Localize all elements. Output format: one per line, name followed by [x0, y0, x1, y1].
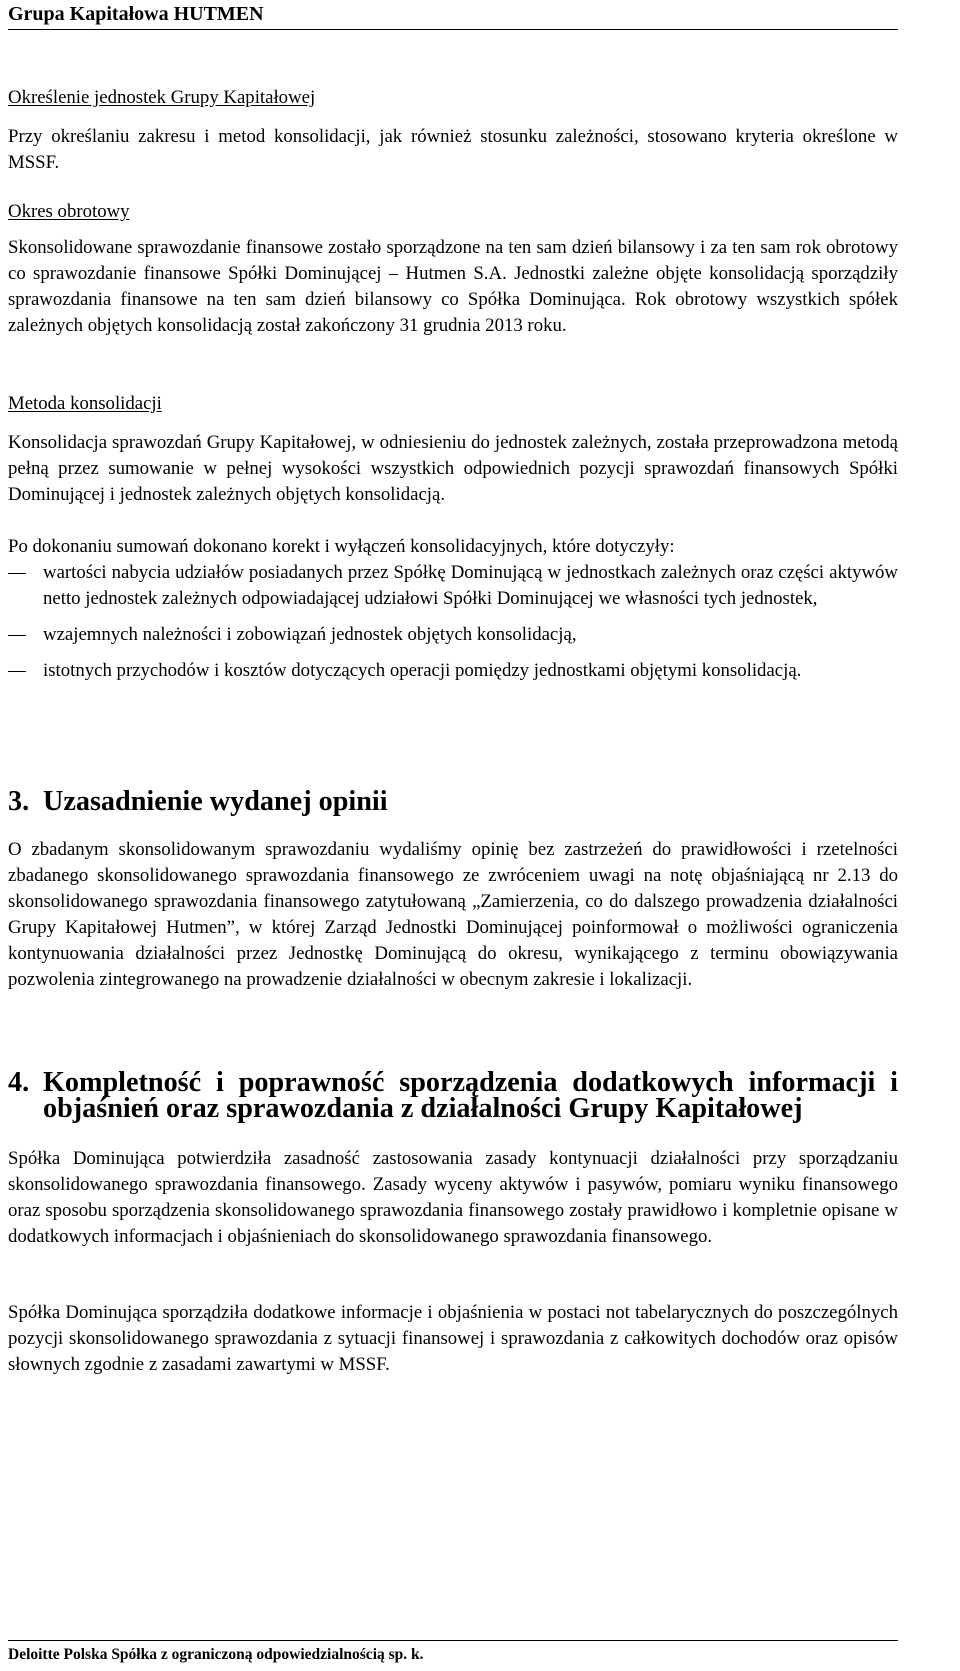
document-footer: Deloitte Polska Spółka z ograniczoną odpowiedzialnością sp. k. [8, 1646, 424, 1663]
list-item-text: istotnych przychodów i kosztów dotyczących operacji pomiędzy jednostkami objętymi konsolidacją. [43, 660, 802, 681]
section-title: Uzasadnienie wydanej opinii [43, 786, 388, 817]
list-item-text: wartości nabycia udziałów posiadanych przez Spółkę Dominującą w jednostkach zależnych oraz części aktywów netto jednostek zależnych odpowiadającej udziałowi Spółki Dominującej we własności tych jednostek, [43, 562, 898, 609]
dash-bullet-icon [8, 573, 26, 574]
section-heading-completeness [8, 1067, 898, 1124]
section-heading-period: Okres obrotowy [8, 201, 130, 222]
list-item [8, 560, 898, 612]
section-number: 3. [8, 786, 30, 817]
list-item [8, 622, 898, 648]
paragraph-method-2: Po dokonaniu sumowań dokonano korekt i wyłączeń konsolidacyjnych, które dotyczyły: [8, 536, 675, 557]
paragraph-period: Skonsolidowane sprawozdanie finansowe zostało sporządzone na ten sam dzień bilansowy i za ten sam rok obrotowy co sprawozdanie finansowe Spółki Dominującej – Hutmen S.A. Jednostki zależne objęte konsolidacją sporządziły sprawozdania finansowe na ten sam dzień bilansowy co Spółka Dominująca. Rok obrotowy wszystkich spółek zależnych objętych konsolidacją został zakończony 31 grudnia 2013 roku. [8, 237, 898, 336]
section-heading-opinion [8, 786, 898, 817]
list-item [8, 658, 898, 684]
document-header-title: Grupa Kapitałowa HUTMEN [8, 3, 264, 25]
paragraph-opinion: O zbadanym skonsolidowanym sprawozdaniu wydaliśmy opinię bez zastrzeżeń do prawidłowości i rzetelności zbadanego skonsolidowanego sprawozdania finansowego ze zwróceniem uwagi na notę objaśniającą nr 2.13 do skonsolidowanego sprawozdania finansowego zatytułowaną „Zamierzenia, co do dalszego prowadzenia działalności Grupy Kapitałowej Hutmen”, w której Zarząd Jednostki Dominującej poinformował o możliwości ograniczenia kontynuowania działalności przez Jednostkę Dominującą do okresu, wynikającego z terminu obowiązywania pozwolenia zintegrowanego na prowadzenie działalności w obecnym zakresie i lokalizacji. [8, 839, 898, 990]
section-heading-entities: Określenie jednostek Grupy Kapitałowej [8, 87, 316, 108]
dash-bullet-icon [8, 671, 26, 672]
paragraph-entities: Przy określaniu zakresu i metod konsolidacji, jak również stosunku zależności, stosowano kryteria określone w MSSF. [8, 126, 898, 173]
list-item-text: wzajemnych należności i zobowiązań jednostek objętych konsolidacją, [43, 624, 577, 645]
consolidation-adjustments-list [8, 560, 898, 684]
section-title: Kompletność i poprawność sporządzenia dodatkowych informacji i objaśnień oraz sprawozdania z działalności Grupy Kapitałowej [43, 1067, 898, 1124]
paragraph-method-1: Konsolidacja sprawozdań Grupy Kapitałowej, w odniesieniu do jednostek zależnych, została przeprowadzona metodą pełną przez sumowanie w pełnej wysokości wszystkich odpowiednich pozycji sprawozdań finansowych Spółki Dominującej i jednostek zależnych objętych konsolidacją. [8, 432, 898, 505]
header-divider [8, 29, 898, 30]
dash-bullet-icon [8, 635, 26, 636]
paragraph-completeness-1: Spółka Dominująca potwierdziła zasadność zastosowania zasady kontynuacji działalności przy sporządzaniu skonsolidowanego sprawozdania finansowego. Zasady wyceny aktywów i pasywów, pomiaru wyniku finansowego oraz sposobu sporządzenia skonsolidowanego sprawozdania finansowego zostały prawidłowo i kompletnie opisane w dodatkowych informacjach i objaśnieniach do skonsolidowanego sprawozdania finansowego. [8, 1148, 898, 1247]
section-heading-method: Metoda konsolidacji [8, 393, 162, 414]
paragraph-completeness-2: Spółka Dominująca sporządziła dodatkowe informacje i objaśnienia w postaci not tabelarycznych do poszczególnych pozycji skonsolidowanego sprawozdania z sytuacji finansowej i sprawozdania z całkowitych dochodów oraz opisów słownych zgodnie z zasadami zawartymi w MSSF. [8, 1302, 898, 1375]
section-number: 4. [8, 1067, 30, 1098]
footer-divider [8, 1640, 898, 1641]
